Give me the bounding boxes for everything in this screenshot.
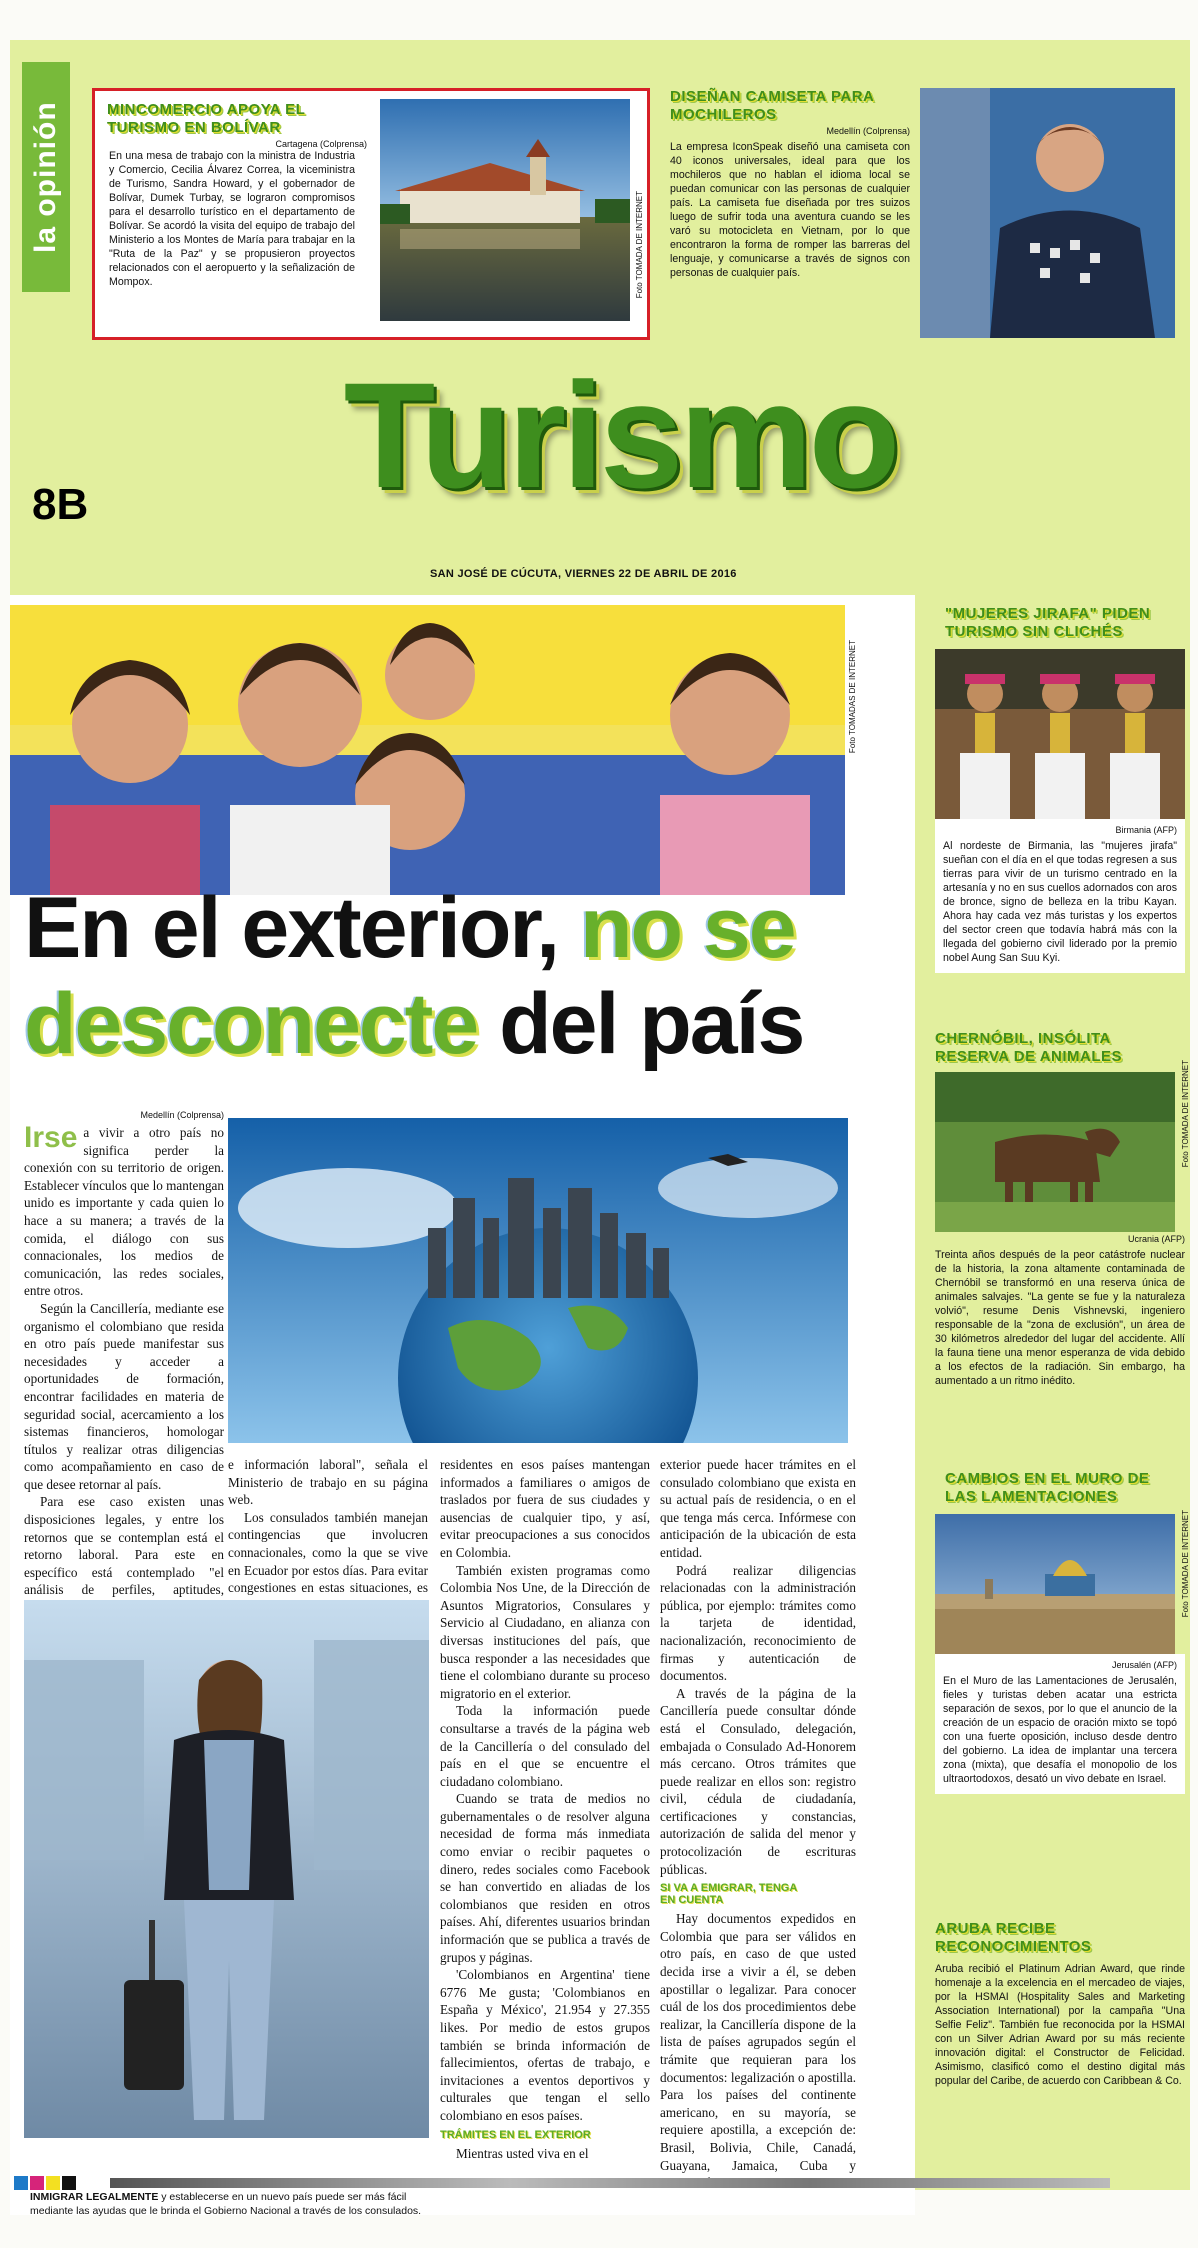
col3-paragraph-1: residentes en esos países mantengan informados a familiares o amigos de traslados por fuera de sus ciudades y ausencias de cualquier tipo, y así, evitar preocupaciones a sus conocidos en Colombia.	[440, 1457, 650, 1560]
caption-text: y establecerse en un nuevo país puede ser más fácil mediante las ayudas que le brinda el Gobierno Nacional a través de los consulados.	[30, 2191, 422, 2217]
newspaper-page	[10, 40, 1190, 2217]
col2-paragraph-1: e información laboral", señala el Ministerio de trabajo en su página web.	[228, 1457, 428, 1508]
col4-paragraph-1: exterior puede hacer trámites en el consulado colombiano que exista en su actual país de residencia, o en el que tenga más cerca. Infórmese con anticipación de la ubicación de esta entidad.	[660, 1457, 856, 1560]
sidebar-1-title: "MUJERES JIRAFA" PIDEN TURISMO SIN CLICHÉS	[945, 605, 1151, 640]
col3-paragraph-2: También existen programas como Colombia Nos Une, de la Dirección de Asuntos Migratorios, Consulares y Servicio al Ciudadano, en alianza con diversas instituciones del país, que busca responder a las necesidades que tiene el colombiano durante su proceso migratorio en el exterior.	[440, 1562, 650, 1701]
col1-paragraph-3: Para ese caso existen unas disposiciones legales, y entre los retornos que se contemplan está el retorno laboral. Para este en específico está contemplado "el análisis de perfiles, aptitudes,	[24, 1494, 224, 1598]
brief-byline: Cartagena (Colprensa)	[275, 139, 367, 149]
globe-city-photo	[228, 1118, 848, 1443]
col1-paragraph-2: Según la Cancillería, mediante ese organismo el colombiano que resida en otro país puede manifestar sus necesidades y acceder a oportunidades de formación, encontrar facilidades en materia de seguridad social, acercamiento a los sistemas financieros, homologar títulos y realizar otras diligencias como acompañamiento en caso de que desee retornar al país.	[24, 1300, 224, 1492]
headline-part-3: del país	[477, 976, 804, 1072]
brief-body: En una mesa de trabajo con la ministra de Industria y Comercio, Cecilia Álvarez Correa, la viceministra de Turismo, Sandra Howard, y el gobernador de Bolívar, Dumek Turbay, se lograron compromisos para el desarrollo turístico en el departamento de Bolívar. Se acordó la visita del equipo de trabajo del Ministerio a los Montes de María para trabajar en la "Ruta de la Paz" y se propusieron proyectos relacionados con el aeropuerto y la señalización de Mompox.	[109, 150, 355, 288]
article-column-4	[660, 1456, 856, 2192]
section-title: Turismo	[343, 351, 897, 519]
mochileros-title: DISEÑAN CAMISETA PARA MOCHILEROS	[670, 88, 874, 123]
brief-mincomercio	[92, 88, 650, 340]
dropcap: Irse	[24, 1121, 78, 1154]
main-headline	[24, 880, 904, 1072]
colonial-building-photo	[380, 99, 630, 321]
jerusalem-photo	[935, 1514, 1175, 1654]
sidebar-3-title: CAMBIOS EN EL MURO DE LAS LAMENTACIONES	[945, 1470, 1150, 1505]
article-column-3	[440, 1456, 650, 2162]
sidebar-2-photo-credit: Foto TOMADA DE INTERNET	[1181, 1060, 1190, 1168]
print-registration-bar	[110, 2178, 1110, 2188]
col3-paragraph-3: Toda la información puede consultarse a través de la página web de la Cancillería o del consulado del país en el que se encuentre el ciudadano colombiano.	[440, 1703, 650, 1789]
sidebar-3-photo-credit: Foto TOMADA DE INTERNET	[1181, 1510, 1190, 1618]
col4-paragraph-3: A través de la página de la Cancillería puede consultar dónde está el Consulado, delegación, embajada o Consulado Ad-Honorem más cercano. Otros trámites que puede realizar en ellos son: registro civil, cédula de ciudadanía, certificaciones y constancias, autorización de salida del menor y protocolización de escrituras públicas.	[660, 1685, 856, 1877]
subhead-tramites: TRÁMITES EN EL EXTERIOR	[440, 2128, 591, 2141]
sidebar-mujeres-jirafa	[935, 605, 1185, 973]
moose-photo	[935, 1072, 1175, 1232]
print-color-bar	[14, 2176, 78, 2190]
col1-paragraph-1: a vivir a otro país no significa perder la conexión con su territorio de origen. Establecer vínculos que lo mantengan unido es importante y cada quien lo hace a su manera; a través de la comida, el diálogo con sus connacionales, los medios de comunicación, las redes sociales, entre otros.	[24, 1125, 224, 1299]
brief-mochileros	[670, 88, 910, 280]
group-friends-photo	[10, 605, 845, 895]
sidebar-2-byline: Ucrania (AFP)	[1127, 1234, 1185, 1244]
col3-paragraph-6: Mientras usted viva en el	[456, 2145, 589, 2161]
sidebar-3-byline: Jerusalén (AFP)	[1111, 1660, 1177, 1670]
article-column-2	[228, 1456, 428, 1614]
sidebar-2-title: CHERNÓBIL, INSÓLITA RESERVA DE ANIMALES	[935, 1030, 1123, 1065]
brief-title: MINCOMERCIO APOYA EL TURISMO EN BOLÍVAR	[107, 101, 306, 136]
sidebar-4-title: ARUBA RECIBE RECONOCIMIENTOS	[935, 1920, 1092, 1955]
brief-photo-credit: Foto TOMADA DE INTERNET	[635, 191, 644, 299]
newspaper-logo: la opinión	[22, 62, 70, 292]
sidebar-1-body: Al nordeste de Birmania, las "mujeres jirafa" sueñan con el día en el que todas regresen a sus tierras para vivir de un turismo centrado en la artesanía y no en sus cuellos adornados con aros de bronce, signo de belleza en la tribu Kayan. Ahora hay cada vez más turistas y los expertos del sector creen que todavía habrá más con la llegada del gobierno civil liderado por la premio nobel Aung San Suu Kyi.	[943, 840, 1177, 964]
caption-bold: INMIGRAR LEGALMENTE	[30, 2191, 159, 2203]
main-photo-credit: Foto TOMADAS DE INTERNET	[848, 640, 857, 754]
man-tshirt-photo	[920, 88, 1175, 338]
traveler-photo-caption	[30, 2190, 445, 2218]
sidebar-muro-lamentaciones	[935, 1470, 1190, 1794]
sidebar-aruba	[935, 1920, 1185, 2088]
sidebar-4-body: Aruba recibió el Platinum Adrian Award, que rinde homenaje a la excelencia en el mercadeo de viajes, por la HSMAI (Hospitality Sales and Marketing Association International) por la campaña "Una Selfie Feliz". También fue reconocida por la HSMAI con un Silver Adrian Award por su más reciente innovación digital: el Constructor de Felicidad. Asimismo, clasificó como el destino digital más popular del Caribe, de acuerdo con Caribbean & Co.	[935, 1963, 1185, 2087]
article-column-1	[24, 1108, 224, 1634]
col2-paragraph-2: Los consulados también manejan contingencias que involucren connacionales, como la que se vive en Ecuador por estos días. Para evitar congestiones en estas situaciones, es	[228, 1509, 428, 1596]
col4-paragraph-2: Podrá realizar diligencias relacionadas con la administración pública, por ejemplo: trámites como la tarjeta de identidad, nacionalización, reconocimiento de firmas y autenticación de documentos.	[660, 1562, 856, 1684]
traveler-woman-photo	[24, 1600, 429, 2138]
subhead-emigrar: SI VA A EMIGRAR, TENGA EN CUENTA	[660, 1882, 797, 1907]
sidebar-1-byline: Birmania (AFP)	[1115, 825, 1177, 835]
page-number: 8B	[32, 480, 89, 529]
col3-paragraph-4: Cuando se trata de medios no gubernamentales o de resolver alguna necesidad de forma más inmediata como enviar o recibir paquetes o dinero, redes sociales como Facebook se han convertido en aliadas de los colombianos que residen en otros países. Ahí, diferentes usuarios brindan información que se publica a través de grupos y páginas.	[440, 1791, 650, 1965]
mochileros-byline: Medellín (Colprensa)	[826, 126, 910, 136]
headline-part-2: no se desconecte	[24, 880, 795, 1072]
headline-part-1: En el exterior,	[24, 880, 580, 976]
dateline: SAN JOSÉ DE CÚCUTA, VIERNES 22 DE ABRIL DE 2016	[430, 568, 737, 580]
col3-paragraph-5: 'Colombianos en Argentina' tiene 6776 Me gusta; 'Colombianos en España y México', 21.954 y 27.355 likes. Por medio de estos grupos también se brinda información de fallecimientos, ofertas de trabajo, e invitaciones a eventos deportivos y culturales que tengan el sello colombiano en esos países.	[440, 1967, 650, 2123]
mochileros-body: La empresa IconSpeak diseñó una camiseta con 40 iconos universales, ideal para que los mochileros que no hablan el idioma local se puedan comunicar con las personas de cualquier país. La camiseta fue diseñada por tres suizos luego de sufrir toda una aventura cuando se les varó su motocicleta en Vietnam, por lo que encontraron la forma de romper las barreras del lenguaje, y comunicarse a través de signos con personas de cualquier país.	[670, 141, 910, 279]
sidebar-2-body: Treinta años después de la peor catástrofe nuclear de la historia, la zona altamente contaminada de Chernóbil se transformó en una reserva única de animales salvajes. "La gente se fue y la naturaleza volvió", resume Denis Vishnevski, ingeniero responsable de la "zona de exclusión", un área de 30 kilómetros alrededor del lugar del accidente. Allí la fauna tiene una menor esperanza de vida debido a los efectos de la radiación. Sin embargo, ha aumentado a un ritmo inédito.	[935, 1249, 1185, 1387]
main-byline: Medellín (Colprensa)	[140, 1110, 224, 1120]
kayan-women-photo	[935, 649, 1185, 819]
sidebar-chernobil	[935, 1030, 1190, 1388]
sidebar-3-body: En el Muro de las Lamentaciones de Jerusalén, fieles y turistas deben acatar una estricta separación de sexos, por lo que el anuncio de la creación de un espacio de oración mixto se topó con una fuerte oposición, incluso desde dentro del gobierno. La idea de implantar una tercera zona (mixta), que desafía el monopolio de los ultraortodoxos, desató un vivo debate en Israel.	[943, 1675, 1177, 1785]
col4-paragraph-4: Hay documentos expedidos en Colombia que para ser válidos en otro país, en caso de que usted decida irse a vivir a él, se deben apostillar o legalizar. Para conocer cuál de los dos procedimientos debe realizar, la Cancillería dispone de la lista de países agrupados según el trámite que requieran para los documentos: legalización o apostilla. Para los países del continente americano, en su mayoría, se requiere apostilla, a excepción de: Brasil, Bolivia, Chile, Canadá, Guayana, Jamaica, Cuba y	[660, 1911, 856, 2173]
